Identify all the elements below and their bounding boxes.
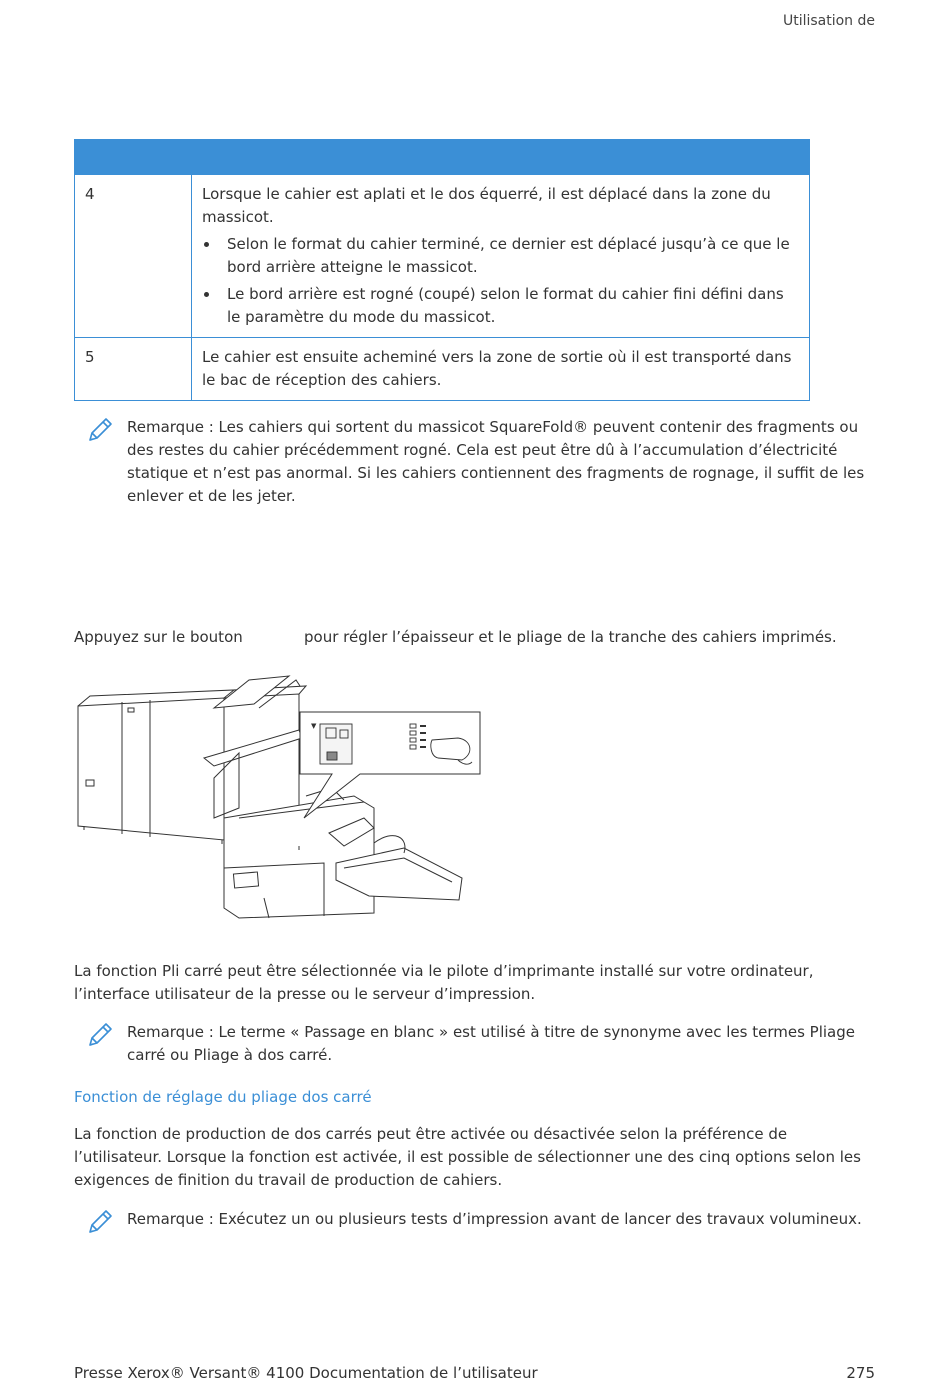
bullet-dot — [204, 242, 209, 247]
bullet-item: Selon le format du cahier terminé, ce dernier est déplacé jusqu’à ce que le bord arrière atteigne le massicot. — [202, 233, 799, 279]
footer-doc-title: Presse Xerox® Versant® 4100 Documentation de l’utilisateur — [74, 1364, 538, 1382]
paragraph-dos-carre: La fonction de production de dos carrés peut être activée ou désactivée selon la préférence de l’utilisateur. Lorsque la fonction est activée, il est possible de sélectionner une des cinq options selon les exigences de finition du travail de production de cahiers. — [74, 1125, 861, 1189]
pencil-icon — [86, 1208, 114, 1236]
bullet-item: Le bord arrière est rogné (coupé) selon le format du cahier fini défini dans le paramètre du mode du massicot. — [202, 283, 799, 329]
step-number: 4 — [75, 175, 192, 338]
table-header-row — [75, 140, 810, 175]
squarefold-trimmer-illustration — [74, 668, 484, 934]
section-subheading: Fonction de réglage du pliage dos carré — [74, 1088, 372, 1106]
page-number: 275 — [846, 1364, 875, 1382]
pencil-icon — [86, 1021, 114, 1049]
table-header-cell — [192, 140, 810, 175]
svg-text:▼: ▼ — [311, 722, 317, 730]
note-text: Remarque : Exécutez un ou plusieurs tests d’impression avant de lancer des travaux volumineux. — [127, 1210, 862, 1228]
sentence-end: pour régler l’épaisseur et le pliage de la tranche des cahiers imprimés. — [304, 628, 837, 646]
table-header-cell — [75, 140, 192, 175]
table-row — [75, 175, 810, 338]
note-block — [86, 416, 876, 508]
note-text: Remarque : Le terme « Passage en blanc » est utilisé à titre de synonyme avec les termes Pliage carré ou Pliage à dos carré. — [127, 1023, 855, 1064]
step-number: 5 — [75, 338, 192, 401]
table-row — [75, 338, 810, 401]
note-block — [86, 1021, 876, 1067]
paragraph-pli-carre: La fonction Pli carré peut être sélectionnée via le pilote d’imprimante installé sur votre ordinateur, l’interface utilisateur de la presse ou le serveur d’impression. — [74, 962, 814, 1003]
note-block — [86, 1208, 876, 1231]
steps-table — [74, 139, 810, 401]
step-description — [192, 175, 810, 338]
step-text: Lorsque le cahier est aplati et le dos équerré, il est déplacé dans la zone du massicot. — [202, 185, 771, 226]
bullet-list — [202, 233, 799, 329]
pencil-icon — [86, 416, 114, 444]
step-description: Le cahier est ensuite acheminé vers la zone de sortie où il est transporté dans le bac de réception des cahiers. — [192, 338, 810, 401]
press-button-sentence — [74, 626, 243, 649]
page-footer — [74, 1364, 875, 1382]
note-text: Remarque : Les cahiers qui sortent du massicot SquareFold® peuvent contenir des fragments ou des restes du cahier précédemment rogné. Cela est peut être dû à l’accumulation d’électricité statique et n’est pas anormal. Si les cahiers contiennent des fragments de rognage, il suffit de les enlever et de les jeter. — [127, 418, 865, 505]
sentence-start: Appuyez sur le bouton — [74, 628, 243, 646]
running-header: Utilisation de — [782, 13, 875, 29]
bullet-dot — [204, 292, 209, 297]
